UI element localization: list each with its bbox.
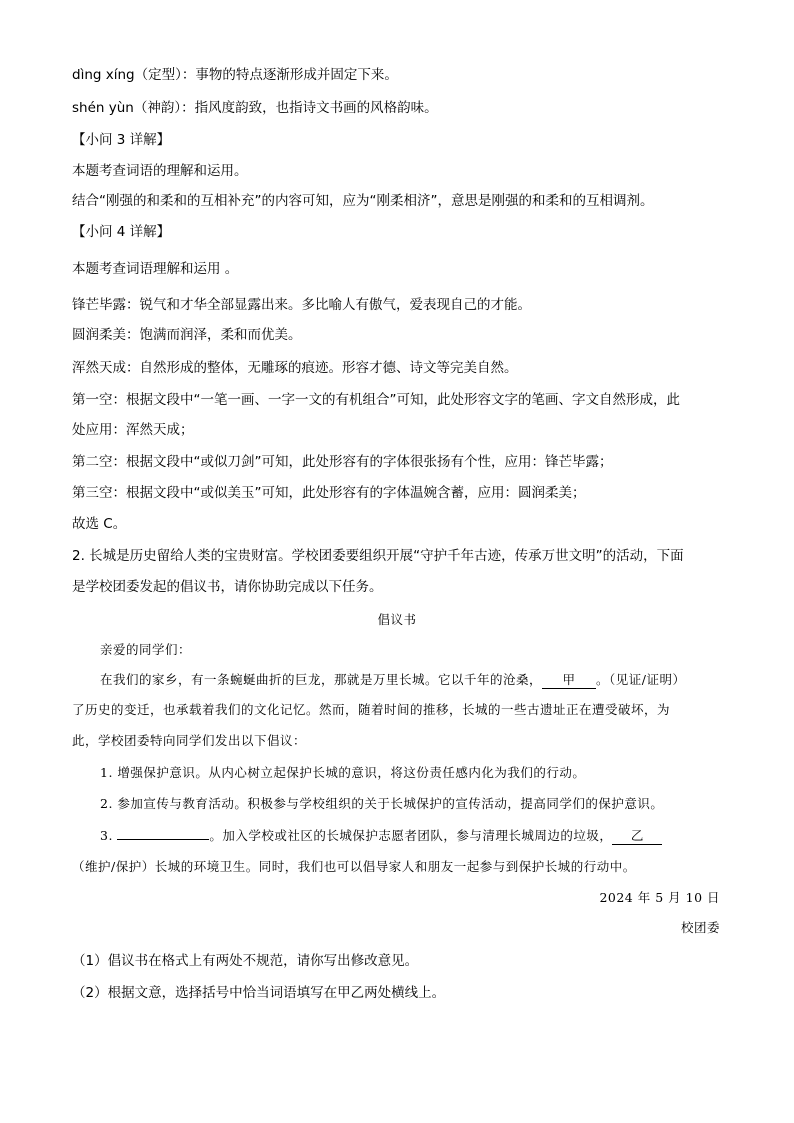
definition-dingxing: dìng xíng（定型）：事物的特点逐渐形成并固定下来。 bbox=[72, 67, 398, 83]
blank-jia: 甲 bbox=[542, 672, 596, 689]
para1-text-after: 。（见证/证明） bbox=[596, 672, 686, 687]
blank3-explanation: 第三空：根据文段中“或似美玉”可知，此处形容有的字体温婉含蓄，应用：圆润柔美； bbox=[72, 485, 586, 501]
blank2-explanation: 第二空：根据文段中“或似刀剑”可知，此处形容有的字体很张扬有个性，应用：锋芒毕露； bbox=[72, 454, 613, 470]
proposal-salutation: 亲爱的同学们： bbox=[100, 642, 192, 657]
proposal-para1-line1 bbox=[100, 670, 685, 690]
question2-intro-line1: 2. 长城是历史留给人类的宝贵财富。学校团委要组织开展“守护千年古迹，传承万世文明”的活动，下面 bbox=[72, 548, 684, 564]
item3-text: 。加入学校或社区的长城保护志愿者团队，参与清理长城周边的垃圾， bbox=[209, 828, 613, 843]
proposal-item2: 2. 参加宣传与教育活动。积极参与学校组织的关于长城保护的宣传活动，提高同学们的保护意识。 bbox=[100, 796, 664, 811]
proposal-para1-line3: 此，学校团委特向同学们发出以下倡议： bbox=[72, 733, 307, 748]
proposal-item1: 1. 增强保护意识。从内心树立起保护长城的意识，将这份责任感内化为我们的行动。 bbox=[100, 765, 586, 780]
subquestion-1: （1）倡议书在格式上有两处不规范，请你写出修改意见。 bbox=[72, 953, 419, 969]
term-hunran: 浑然天成：自然形成的整体，无雕琢的痕迹。形容才德、诗文等完美自然。 bbox=[72, 360, 518, 376]
question2-intro-line2: 是学校团委发起的倡议书，请你协助完成以下任务。 bbox=[72, 579, 383, 595]
item3-number: 3. bbox=[100, 828, 113, 843]
proposal-item3-line2: （维护/保护）长城的环境卫生。同时，我们也可以倡导家人和朋友一起参与到保护长城的行动中。 bbox=[72, 859, 636, 874]
q3-explanation: 结合“刚强的和柔和的互相补充”的内容可知，应为“刚柔相济”，意思是刚强的和柔和的互相调剂。 bbox=[72, 193, 654, 209]
blank-item3 bbox=[117, 839, 209, 840]
blank1-line2: 处应用：浑然天成； bbox=[72, 422, 194, 438]
proposal-signature: 校团委 bbox=[680, 920, 720, 935]
proposal-para1-line2: 了历史的变迁，也承载着我们的文化记忆。然而，随着时间的推移，长城的一些古遗址正在遭受破坏，为 bbox=[72, 702, 671, 717]
term-fengmang: 锋芒毕露：锐气和才华全部显露出来。多比喻人有傲气，爱表现自己的才能。 bbox=[72, 297, 531, 313]
q3-intro: 本题考查词语的理解和运用。 bbox=[72, 163, 248, 179]
term-yuanrun: 圆润柔美：饱满而润泽，柔和而优美。 bbox=[72, 327, 302, 343]
q3-header: 【小问 3 详解】 bbox=[72, 132, 171, 148]
proposal-item3-line1 bbox=[100, 826, 662, 846]
subquestion-2: （2）根据文意，选择括号中恰当词语填写在甲乙两处横线上。 bbox=[72, 985, 446, 1001]
para1-text-before: 在我们的家乡，有一条蜿蜒曲折的巨龙，那就是万里长城。它以千年的沧桑， bbox=[100, 672, 543, 687]
blank-yi: 乙 bbox=[612, 828, 662, 845]
answer-choice: 故选 C。 bbox=[72, 516, 127, 532]
proposal-title: 倡议书 bbox=[377, 612, 417, 627]
q4-header: 【小问 4 详解】 bbox=[72, 224, 171, 240]
proposal-date: 2024 年 5 月 10 日 bbox=[599, 890, 720, 905]
definition-shenyun: shén yùn（神韵）：指风度韵致，也指诗文书画的风格韵味。 bbox=[72, 100, 438, 116]
blank1-line1: 第一空：根据文段中“一笔一画、一字一文的有机组合”可知，此处形容文字的笔画、字文自然形成，此 bbox=[72, 392, 680, 408]
q4-intro: 本题考查词语理解和运用 。 bbox=[72, 261, 239, 277]
